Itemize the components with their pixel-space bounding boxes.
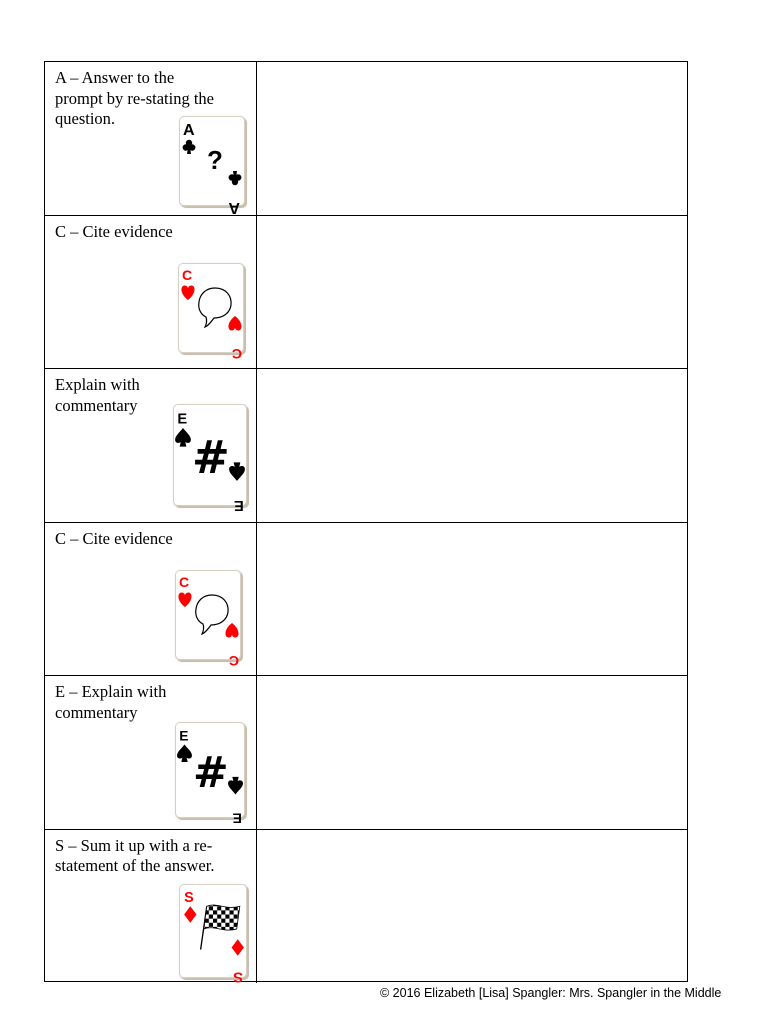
heart-suit-icon xyxy=(225,623,238,638)
copyright-footer: © 2016 Elizabeth [Lisa] Spangler: Mrs. Spangler in the Middle xyxy=(380,986,722,1000)
c-of-hearts-card xyxy=(175,570,241,669)
heart-suit-icon xyxy=(178,592,191,607)
svg-text:E: E xyxy=(234,497,244,514)
club-suit-icon xyxy=(229,171,242,185)
svg-text:S: S xyxy=(184,889,194,906)
checkered-flag-icon xyxy=(201,905,240,950)
row-label: Explain with commentary xyxy=(55,375,140,415)
svg-text:C: C xyxy=(182,266,193,283)
question-mark-icon: ? xyxy=(207,145,223,175)
spade-suit-icon xyxy=(229,462,245,481)
answer-cell-cite-evidence-2[interactable] xyxy=(257,523,687,676)
row-label: S – Sum it up with a re- statement of the answer. xyxy=(55,835,215,875)
label-cell-cite-evidence-1 xyxy=(45,216,257,369)
svg-text:E: E xyxy=(232,810,242,827)
row-explain-commentary-1 xyxy=(45,369,687,523)
answer-cell-explain-commentary-2[interactable] xyxy=(257,676,687,829)
spade-suit-icon xyxy=(175,428,191,447)
row-label: A – Answer to the prompt by re-stating the question. xyxy=(55,68,215,128)
heart-suit-icon xyxy=(228,316,241,331)
label-cell-explain-commentary-1 xyxy=(45,369,257,522)
c-of-hearts-card-graphic xyxy=(176,571,240,669)
spade-suit-icon xyxy=(177,745,192,763)
ace-of-clubs-card-graphic xyxy=(180,117,244,216)
diamond-suit-icon xyxy=(232,939,244,956)
c-of-hearts-card-graphic xyxy=(179,264,243,362)
hash-icon: # xyxy=(193,749,229,798)
answer-cell-sum-it-up[interactable] xyxy=(257,830,687,984)
e-of-spades-card xyxy=(175,722,245,827)
hash-icon: # xyxy=(192,431,230,484)
e-of-spades-card xyxy=(173,404,247,514)
label-cell-cite-evidence-2 xyxy=(45,523,257,676)
label-cell-sum-it-up xyxy=(45,830,257,984)
row-answer xyxy=(45,62,687,216)
answer-cell-explain-commentary-1[interactable] xyxy=(257,369,687,522)
svg-text:C: C xyxy=(231,345,242,362)
diamond-suit-icon xyxy=(184,906,196,923)
row-cite-evidence-1 xyxy=(45,216,687,370)
svg-text:C: C xyxy=(179,573,190,590)
svg-text:A: A xyxy=(228,199,240,216)
answer-cell-cite-evidence-1[interactable] xyxy=(257,216,687,369)
svg-text:A: A xyxy=(183,122,195,139)
answer-cell-answer[interactable] xyxy=(257,62,687,215)
row-label: C – Cite evidence xyxy=(55,528,173,548)
club-suit-icon xyxy=(183,140,196,154)
svg-text:S: S xyxy=(233,967,243,984)
svg-text:E: E xyxy=(177,411,188,428)
row-cite-evidence-2 xyxy=(45,523,687,677)
label-cell-answer xyxy=(45,62,257,215)
svg-text:E: E xyxy=(179,727,189,744)
s-of-diamonds-card xyxy=(179,884,247,984)
s-of-diamonds-card-graphic xyxy=(180,885,246,984)
e-of-spades-card-graphic xyxy=(174,405,246,514)
row-label: E – Explain with commentary xyxy=(55,682,167,722)
label-cell-explain-commentary-2 xyxy=(45,676,257,829)
row-explain-commentary-2 xyxy=(45,676,687,830)
speech-bubble-icon xyxy=(199,288,231,327)
c-of-hearts-card xyxy=(178,263,244,362)
ace-of-clubs-card xyxy=(179,116,245,216)
ace-worksheet-table xyxy=(44,61,688,982)
speech-bubble-icon xyxy=(196,595,228,634)
row-label: C – Cite evidence xyxy=(55,221,173,241)
row-sum-it-up xyxy=(45,830,687,984)
spade-suit-icon xyxy=(228,777,243,795)
svg-text:C: C xyxy=(228,652,239,669)
e-of-spades-card-graphic xyxy=(176,723,244,827)
heart-suit-icon xyxy=(181,285,194,300)
